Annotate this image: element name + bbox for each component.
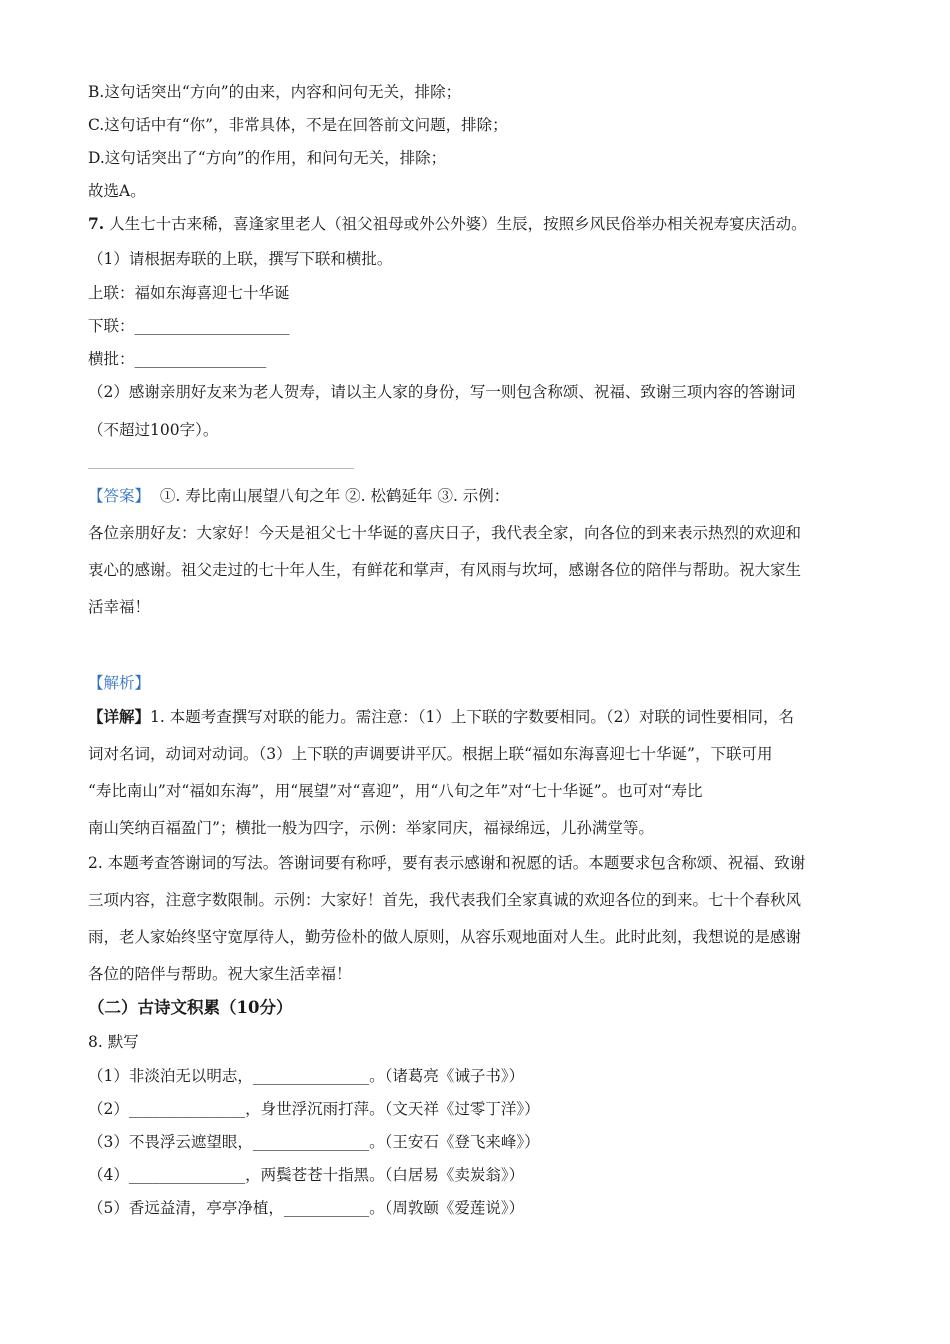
analysis-line: 雨，老人家始终坚守宽厚待人，勤劳俭朴的做人原则，从容乐观地面对人生。此时此刻，我想说的是感谢 [88, 928, 802, 946]
dictation-item: （5）香远益清，亭亭净植，___________。（周敦颐《爱莲说》） [88, 1199, 525, 1217]
question-7-sub2-cont: （不超过100字）。 [88, 421, 219, 439]
analysis-line: 三项内容，注意字数限制。示例：大家好！首先，我代表我们全家真诚的欢迎各位的到来。七十个春秋风 [88, 891, 802, 909]
analysis-line [88, 707, 794, 727]
analysis-tag: 【解析】 [88, 674, 151, 692]
answer-body-line: 各位亲朋好友：大家好！今天是祖父七十华诞的喜庆日子，我代表全家，向各位的到来表示热烈的欢迎和 [88, 524, 802, 542]
detail-tag: 【详解】 [88, 707, 151, 726]
analysis-line: “寿比南山”对“福如东海”，用“展望”对“喜迎”，用“八旬之年”对“七十华诞”。也可对“寿比 [88, 782, 703, 800]
analysis-line: 各位的陪伴与帮助。祝大家生活幸福！ [88, 965, 352, 983]
question-8-title: 8. 默写 [88, 1033, 139, 1051]
dictation-item: （4）_______________，两鬓苍苍十指黑。（白居易《卖炭翁》） [88, 1166, 525, 1184]
section-heading: （二）古诗文积累（10分） [88, 998, 293, 1017]
upper-couplet: 上联：福如东海喜迎七十华诞 [88, 284, 290, 302]
horizontal-scroll-blank: 横批：_________________ [88, 350, 267, 368]
answer-items: ①. 寿比南山展望八旬之年 ②. 松鹤延年 ③. 示例： [159, 487, 510, 505]
dictation-item: （1）非淡泊无以明志，_______________。（诸葛亮《诫子书》） [88, 1067, 525, 1085]
text-line: B.这句话突出“方向”的由来，内容和问句无关，排除； [88, 83, 462, 101]
question-7-sub1: （1）请根据寿联的上联，撰写下联和横批。 [88, 250, 393, 268]
analysis-text: 1. 本题考查撰写对联的能力。需注意：（1）上下联的字数要相同。（2）对联的词性要相同，名 [150, 708, 794, 726]
question-7-text: 人生七十古来稀，喜逢家里老人（祖父祖母或外公外婆）生辰，按照乡风民俗举办相关祝寿宴庆活动。 [109, 215, 807, 233]
question-7-sub2: （2）感谢亲朋好友来为老人贺寿，请以主人家的身份，写一则包含称颂、祝福、致谢三项内容的答谢词 [88, 383, 796, 401]
question-number: 7. [88, 214, 105, 233]
answer-body-line: 衷心的感谢。祖父走过的七十年人生，有鲜花和掌声，有风雨与坎坷，感谢各位的陪伴与帮助。祝大家生 [88, 561, 802, 579]
analysis-line: 词对名词，动词对动词。（3）上下联的声调要讲平仄。根据上联“福如东海喜迎七十华诞”，下联可用 [88, 745, 773, 763]
analysis-line: 南山笑纳百福盈门”；横批一般为四字，示例：举家同庆，福禄绵远，儿孙满堂等。 [88, 819, 654, 837]
text-line: C.这句话中有“你”，非常具体，不是在回答前文问题，排除； [88, 116, 508, 134]
analysis-line: 2. 本题考查答谢词的写法。答谢词要有称呼，要有表示感谢和祝愿的话。本题要求包含称颂、祝福、致谢 [88, 854, 806, 872]
answer-tag: 【答案】 [88, 487, 151, 505]
dictation-item: （2）_______________，身世浮沉雨打萍。（文天祥《过零丁洋》） [88, 1100, 540, 1118]
text-line: D.这句话突出了“方向”的作用，和问句无关，排除； [88, 149, 447, 167]
dictation-item: （3）不畏浮云遮望眼，_______________。（王安石《登飞来峰》） [88, 1133, 540, 1151]
question-7-stem [88, 214, 807, 234]
answer-line [88, 486, 509, 506]
answer-divider [88, 468, 354, 469]
text-line: 故选A。 [88, 182, 146, 200]
answer-body-line: 活幸福！ [88, 598, 151, 616]
lower-couplet-blank: 下联：____________________ [88, 317, 290, 335]
